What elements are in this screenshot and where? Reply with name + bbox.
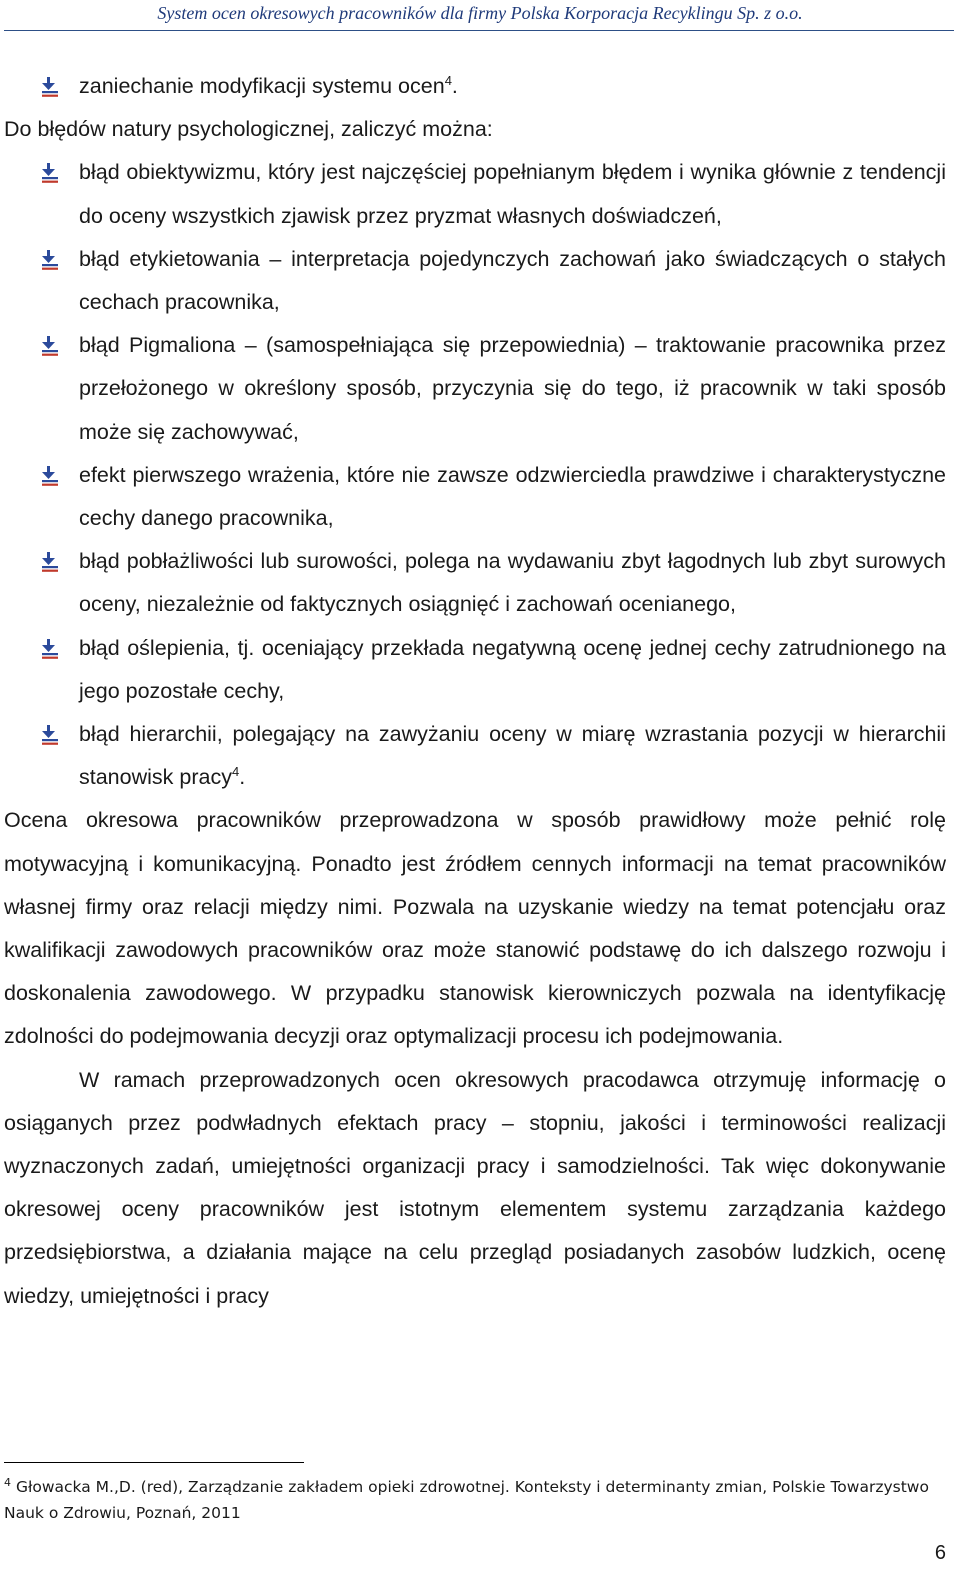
- list-item: [4, 238, 946, 324]
- header-divider: [4, 30, 954, 31]
- list-item: [4, 65, 946, 108]
- list-item: [4, 454, 946, 540]
- down-arrow-bullet-icon: [40, 466, 62, 486]
- list-item-text: błąd oślepienia, tj. oceniający przekłada negatywną ocenę jednej cechy zatrudnionego na jego pozostałe cechy,: [79, 635, 946, 703]
- footnote-ref: 4: [444, 72, 452, 88]
- list-item-text: zaniechanie modyfikacji systemu ocen: [79, 74, 445, 98]
- footnote: [4, 1474, 946, 1526]
- footnote-ref: 4: [231, 764, 240, 780]
- down-arrow-bullet-icon: [40, 336, 62, 356]
- main-content: [4, 65, 946, 1318]
- down-arrow-bullet-icon: [40, 725, 62, 745]
- down-arrow-bullet-icon: [40, 639, 62, 659]
- list-item: [4, 540, 946, 626]
- body-paragraph: Ocena okresowa pracowników przeprowadzona w sposób prawidłowy może pełnić rolę motywacyjną i komunikacyjną. Ponadto jest źródłem cennych informacji na temat pracowników własnej firmy oraz relacji między nimi. Pozwala na uzyskanie wiedzy na temat potencjału oraz kwalifikacji zawodowych pracowników oraz może stanowić podstawę do ich dalszego rozwoju i doskonalenia zawodowego. W przypadku stanowisk kierowniczych pozwala na identyfikację zdolności do podejmowania decyzji oraz optymalizacji procesu ich podejmowania.: [4, 808, 946, 1049]
- down-arrow-bullet-icon: [40, 250, 62, 270]
- body-paragraph: W ramach przeprowadzonych ocen okresowych pracodawca otrzymuję informację o osiąganych przez podwładnych efektach pracy – stopniu, jakości i terminowości realizacji wyznaczonych zadań, umiejętności organizacji pracy i samodzielności. Tak więc dokonywanie okresowej oceny pracowników jest istotnym elementem systemu zarządzania każdego przedsiębiorstwa, a działania mające na celu przegląd posiadanych zasobów ludzkich, ocenę wiedzy, umiejętności i pracy: [4, 1067, 946, 1308]
- bullet-list-errors: [4, 151, 946, 799]
- down-arrow-bullet-icon: [40, 163, 62, 183]
- down-arrow-bullet-icon: [40, 552, 62, 572]
- list-item-text: efekt pierwszego wrażenia, które nie zawsze odzwierciedla prawdziwe i charakterystyczne cechy danego pracownika,: [79, 462, 946, 531]
- bullet-list-top: [4, 65, 946, 108]
- list-item-text: błąd etykietowania – interpretacja pojedynczych zachowań jako świadczących o stałych cechach pracownika,: [79, 246, 946, 315]
- list-item-text: błąd obiektywizmu, który jest najczęściej popełnianym błędem i wynika głównie z tendencji do oceny wszystkich zjawisk przez pryzmat własnych doświadczeń,: [79, 160, 946, 228]
- footnote-number: 4: [4, 1475, 11, 1489]
- list-item-text: błąd pobłażliwości lub surowości, polega na wydawaniu zbyt łagodnych lub zbyt surowych oceny, niezależnie od faktycznych osiągnięć i zachowań ocenianego,: [79, 549, 946, 617]
- list-item: [4, 324, 946, 454]
- list-item: [4, 627, 946, 713]
- list-item: [4, 713, 946, 799]
- page-number: 6: [934, 1542, 946, 1564]
- intro-paragraph: Do błędów natury psychologicznej, zaliczyć można:: [4, 117, 493, 142]
- list-item-text: błąd Pigmaliona – (samospełniająca się przepowiednia) – traktowanie pracownika przez przełożonego w określony sposób, przyczynia się do tego, iż pracownik w taki sposób może się zachowywać,: [79, 333, 946, 444]
- list-item-end: .: [239, 765, 246, 790]
- footnote-text: Głowacka M.,D. (red), Zarządzanie zakładem opieki zdrowotnej. Konteksty i determinanty zmian, Polskie Towarzystwo Nauk o Zdrowiu, Poznań, 2011: [4, 1478, 929, 1522]
- running-header: System ocen okresowych pracowników dla firmy Polska Korporacja Recyklingu Sp. z o.o.: [157, 3, 803, 23]
- down-arrow-bullet-icon: [40, 77, 62, 97]
- list-item: [4, 151, 946, 237]
- list-item-end: .: [451, 74, 458, 98]
- list-item-text: błąd hierarchii, polegający na zawyżaniu oceny w miarę wzrastania pozycji w hierarchii stanowisk pracy: [79, 722, 946, 790]
- footnote-divider: [4, 1462, 304, 1463]
